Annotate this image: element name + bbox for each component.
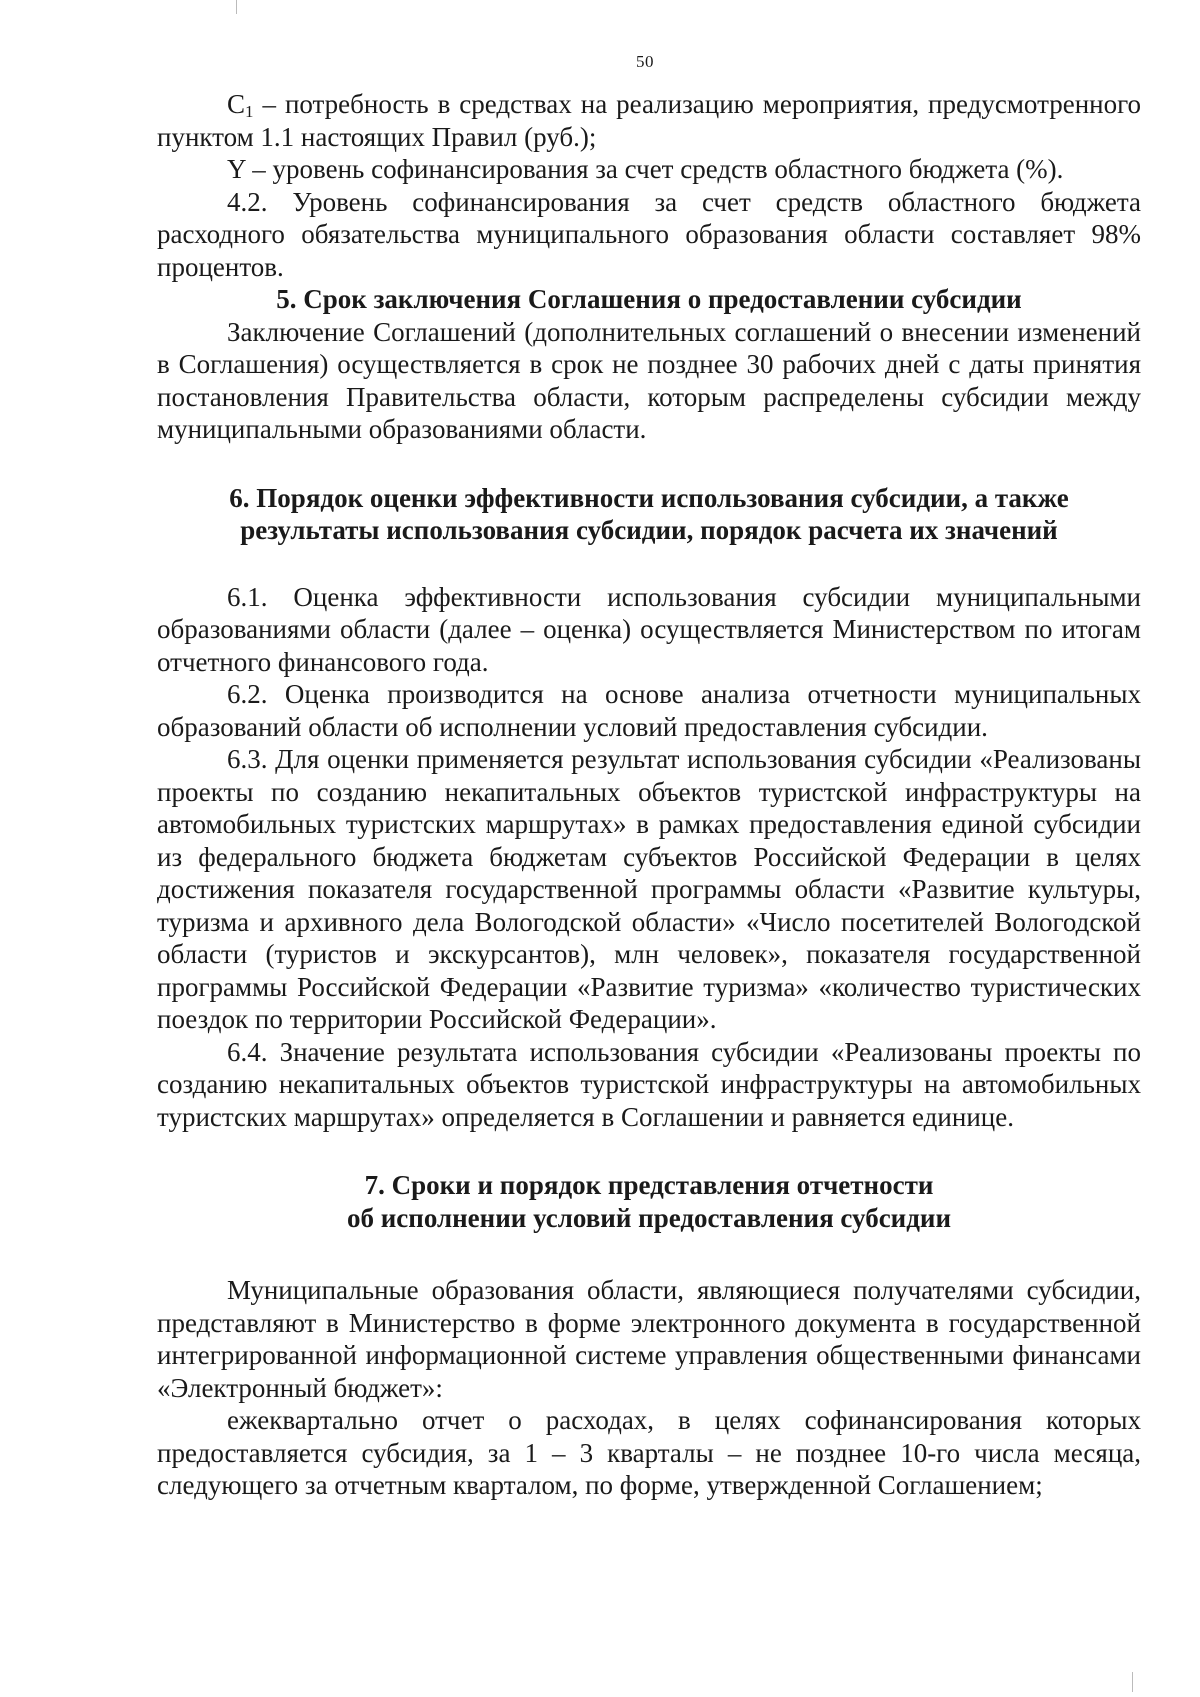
paragraph-y: Y – уровень софинансирования за счет средств областного бюджета (%). xyxy=(227,154,1064,184)
paragraph-6-1: 6.1. Оценка эффективности использования субсидии муниципальными образованиями области (далее – оценка) осуществляется Министерством по итогам отчетного финансового года. xyxy=(157,581,1141,677)
section-6-heading-line2: результаты использования субсидии, порядок расчета их значений xyxy=(240,515,1058,545)
c1-symbol: C xyxy=(227,89,246,119)
paragraph-6-4: 6.4. Значение результата использования субсидии «Реализованы проекты по созданию некапитальных объектов туристской инфраструктуры на автомобильных туристских маршрутах» определяется в Соглашении и равняется единице. xyxy=(157,1036,1141,1132)
paragraph-c1 xyxy=(157,88,1141,153)
paragraph-6-3: 6.3. Для оценки применяется результат использования субсидии «Реализованы проекты по созданию некапитальных объектов туристской инфраструктуры на автомобильных туристских маршрутах» в рамках предоставления единой субсидии из федерального бюджета бюджетам субъектов Российской Федерации в целях достижения показателя государственной программы области «Развитие культуры, туризма и архивного дела Вологодской области» «Число посетителей Вологодской области (туристов и экскурсантов), млн человек», показателя государственной программы Российской Федерации «Развитие туризма» «количество туристических поездок по территории Российской Федерации». xyxy=(157,744,1141,1034)
section-7-heading xyxy=(157,1169,1141,1234)
section-6-heading xyxy=(157,482,1141,547)
page-number: 50 xyxy=(636,52,654,71)
c1-text: – потребность в средствах на реализацию мероприятия, предусмотренного пунктом 1.1 настоящих Правил (руб.); xyxy=(157,89,1141,152)
section-7-paragraph-1: Муниципальные образования области, являющиеся получателями субсидии, представляют в Министерство в форме электронного документа в государственной интегрированной информационной системе управления общественными финансами «Электронный бюджет»: xyxy=(157,1275,1141,1403)
section-7-paragraph-2: ежеквартально отчет о расходах, в целях софинансирования которых предоставляется субсидия, за 1 – 3 кварталы – не позднее 10-го числа месяца, следующего за отчетным кварталом, по форме, утвержденной Соглашением; xyxy=(157,1405,1141,1500)
scan-mark xyxy=(1132,1672,1133,1692)
section-5-heading: 5. Срок заключения Соглашения о предоставлении субсидии xyxy=(276,284,1022,314)
paragraph-6-2: 6.2. Оценка производится на основе анализа отчетности муниципальных образований области об исполнении условий предоставления субсидии. xyxy=(157,679,1141,742)
document-body xyxy=(157,88,1141,1502)
scan-mark xyxy=(236,0,237,14)
section-7-heading-line1: 7. Сроки и порядок представления отчетности xyxy=(364,1170,934,1200)
section-6-heading-line1: 6. Порядок оценки эффективности использования субсидии, а также xyxy=(229,482,1069,513)
c1-subscript: 1 xyxy=(245,102,254,121)
section-5-body: Заключение Соглашений (дополнительных соглашений о внесении изменений в Соглашения) осуществляется в срок не позднее 30 рабочих дней с даты принятия постановления Правительства области, которым распределены субсидии между муниципальными образованиями области. xyxy=(157,316,1141,444)
section-7-heading-line2: об исполнении условий предоставления субсидии xyxy=(346,1202,952,1233)
paragraph-4-2: 4.2. Уровень софинансирования за счет средств областного бюджета расходного обязательства муниципального образования области составляет 98% процентов. xyxy=(157,186,1141,282)
